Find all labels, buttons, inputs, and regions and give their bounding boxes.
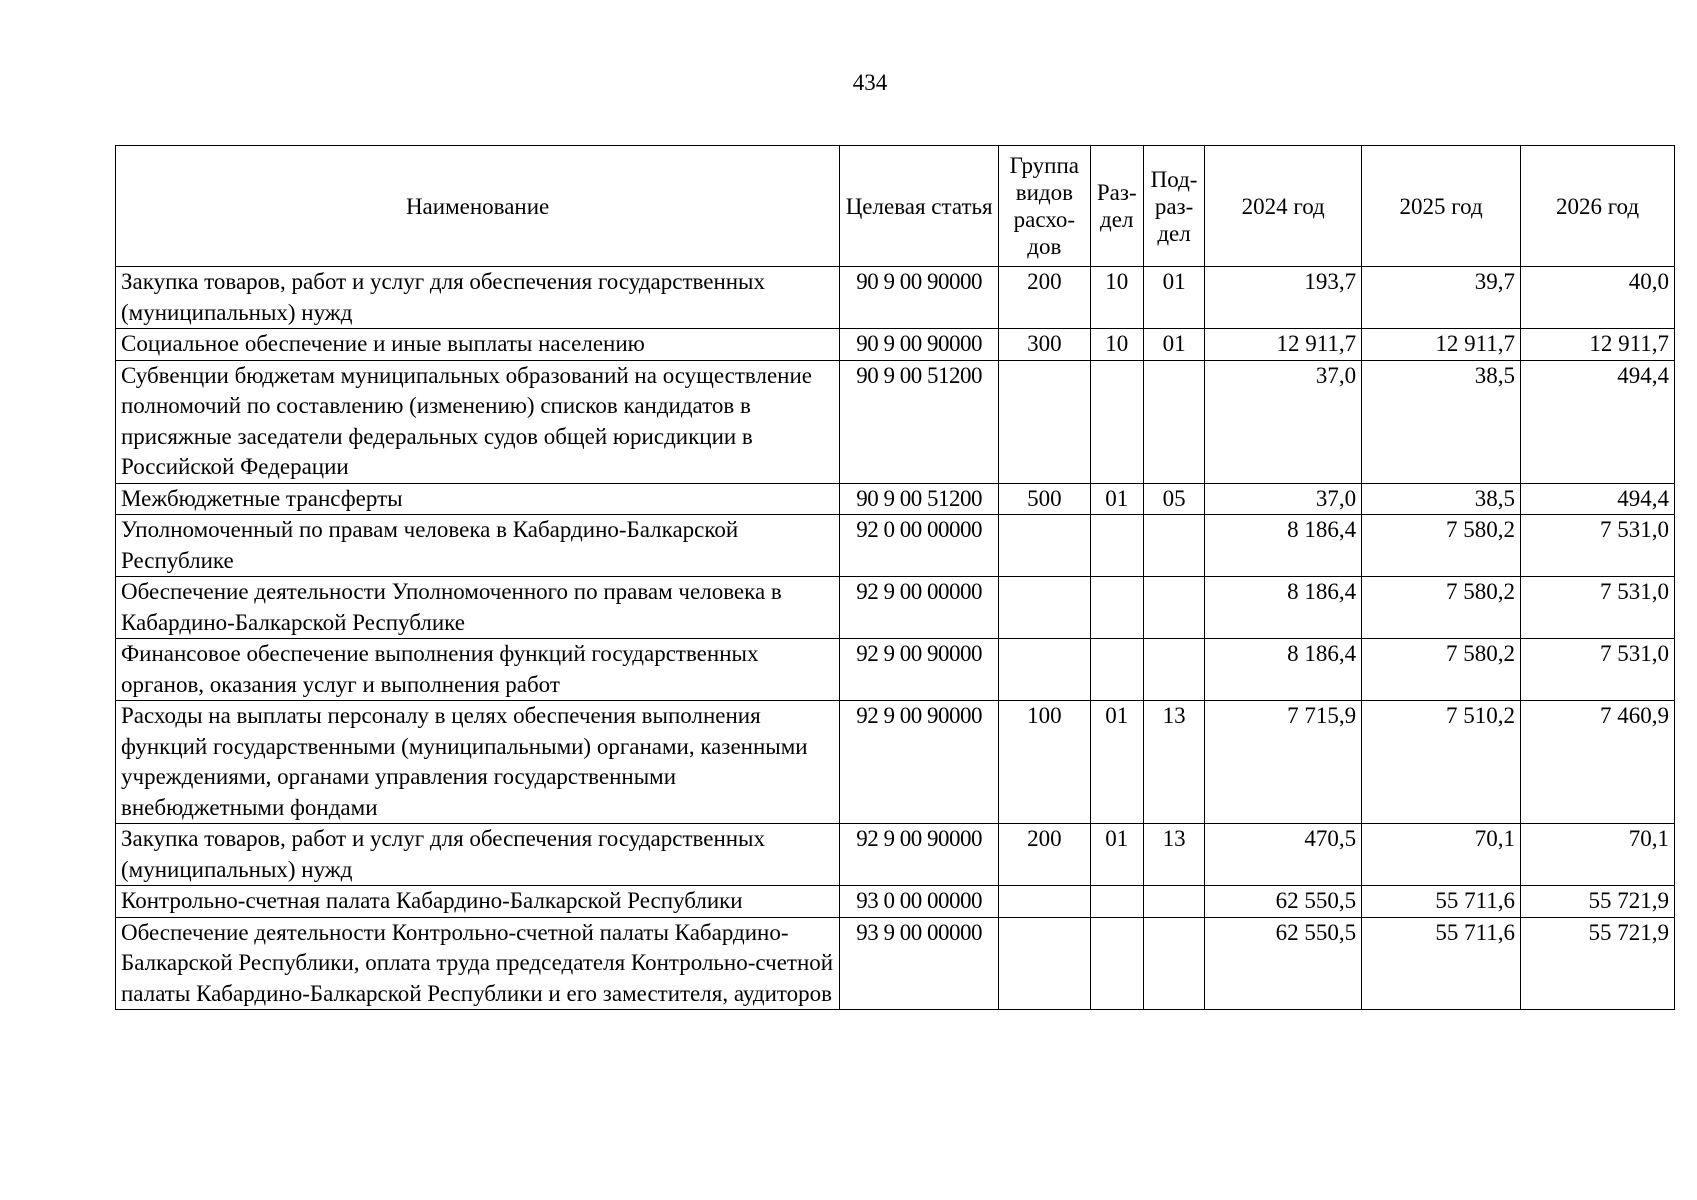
row-group: [999, 577, 1091, 639]
row-subsection: [1143, 577, 1204, 639]
row-2026: 494,4: [1521, 360, 1675, 483]
header-name: Наименование: [116, 146, 840, 267]
header-2026: 2026 год: [1521, 146, 1675, 267]
page-number: 434: [852, 70, 888, 95]
row-2024: 8 186,4: [1205, 577, 1362, 639]
row-name: Уполномоченный по правам человека в Кабардино-Балкарской Республике: [116, 515, 840, 577]
row-name: Обеспечение деятельности Уполномоченного по правам человека в Кабардино-Балкарской Республике: [116, 577, 840, 639]
row-code: 92 9 00 90000: [840, 639, 999, 701]
header-target: Целевая статья: [840, 146, 999, 267]
table-row: [116, 483, 1675, 515]
row-2025: 55 711,6: [1362, 886, 1521, 918]
row-2024: 470,5: [1205, 824, 1362, 886]
row-2024: 8 186,4: [1205, 639, 1362, 701]
header-group: Группа видов расхо-дов: [999, 146, 1091, 267]
row-2024: 7 715,9: [1205, 701, 1362, 824]
row-code: 92 9 00 00000: [840, 577, 999, 639]
header-2025: 2025 год: [1362, 146, 1521, 267]
row-2024: 12 911,7: [1205, 329, 1362, 361]
row-code: 92 0 00 00000: [840, 515, 999, 577]
row-2025: 39,7: [1362, 267, 1521, 329]
row-subsection: [1143, 639, 1204, 701]
row-2025: 38,5: [1362, 360, 1521, 483]
row-subsection: 01: [1143, 329, 1204, 361]
row-code: 90 9 00 90000: [840, 267, 999, 329]
row-2025: 12 911,7: [1362, 329, 1521, 361]
header-2024: 2024 год: [1205, 146, 1362, 267]
row-code: 93 9 00 00000: [840, 917, 999, 1010]
row-code: 92 9 00 90000: [840, 824, 999, 886]
table-row: [116, 824, 1675, 886]
row-2024: 62 550,5: [1205, 886, 1362, 918]
row-section: [1090, 886, 1143, 918]
row-2026: 7 531,0: [1521, 515, 1675, 577]
row-code: 90 9 00 51200: [840, 360, 999, 483]
table-row: [116, 917, 1675, 1010]
row-section: 01: [1090, 824, 1143, 886]
row-section: [1090, 360, 1143, 483]
row-2025: 7 580,2: [1362, 577, 1521, 639]
row-2024: 37,0: [1205, 360, 1362, 483]
row-group: 200: [999, 824, 1091, 886]
header-subsection: Под-раз-дел: [1143, 146, 1204, 267]
row-group: [999, 515, 1091, 577]
row-2024: 193,7: [1205, 267, 1362, 329]
row-section: 01: [1090, 483, 1143, 515]
row-2026: 7 460,9: [1521, 701, 1675, 824]
budget-table: [115, 145, 1675, 1010]
row-name: Контрольно-счетная палата Кабардино-Балкарской Республики: [116, 886, 840, 918]
table-row: [116, 267, 1675, 329]
row-section: 01: [1090, 701, 1143, 824]
row-2026: 40,0: [1521, 267, 1675, 329]
row-section: [1090, 639, 1143, 701]
row-section: [1090, 917, 1143, 1010]
row-subsection: [1143, 360, 1204, 483]
row-2025: 7 510,2: [1362, 701, 1521, 824]
row-name: Социальное обеспечение и иные выплаты населению: [116, 329, 840, 361]
row-2026: 55 721,9: [1521, 917, 1675, 1010]
row-name: Закупка товаров, работ и услуг для обеспечения государственных (муниципальных) нужд: [116, 267, 840, 329]
row-group: 500: [999, 483, 1091, 515]
row-2024: 62 550,5: [1205, 917, 1362, 1010]
row-name: Расходы на выплаты персоналу в целях обеспечения выполнения функций государственными (муниципальными) органами, казенными учреждениями, органами управления государственными внебюджетными фондами: [116, 701, 840, 824]
row-group: [999, 639, 1091, 701]
row-2026: 494,4: [1521, 483, 1675, 515]
row-code: 90 9 00 90000: [840, 329, 999, 361]
row-name: Финансовое обеспечение выполнения функций государственных органов, оказания услуг и выполнения работ: [116, 639, 840, 701]
row-group: [999, 360, 1091, 483]
row-code: 93 0 00 00000: [840, 886, 999, 918]
row-group: 200: [999, 267, 1091, 329]
row-subsection: [1143, 515, 1204, 577]
row-2026: 55 721,9: [1521, 886, 1675, 918]
row-group: 100: [999, 701, 1091, 824]
row-name: Субвенции бюджетам муниципальных образований на осуществление полномочий по составлению (изменению) списков кандидатов в присяжные заседатели федеральных судов общей юрисдикции в Российской Федерации: [116, 360, 840, 483]
table-row: [116, 701, 1675, 824]
row-2025: 7 580,2: [1362, 515, 1521, 577]
row-2024: 8 186,4: [1205, 515, 1362, 577]
row-subsection: 01: [1143, 267, 1204, 329]
row-2026: 7 531,0: [1521, 639, 1675, 701]
row-2025: 70,1: [1362, 824, 1521, 886]
row-name: Межбюджетные трансферты: [116, 483, 840, 515]
row-section: [1090, 515, 1143, 577]
row-subsection: 13: [1143, 824, 1204, 886]
row-group: 300: [999, 329, 1091, 361]
row-2025: 38,5: [1362, 483, 1521, 515]
row-subsection: 05: [1143, 483, 1204, 515]
table-row: [116, 329, 1675, 361]
row-group: [999, 886, 1091, 918]
row-subsection: [1143, 886, 1204, 918]
table-row: [116, 886, 1675, 918]
row-2025: 55 711,6: [1362, 917, 1521, 1010]
row-section: 10: [1090, 329, 1143, 361]
table-row: [116, 577, 1675, 639]
row-section: [1090, 577, 1143, 639]
row-2024: 37,0: [1205, 483, 1362, 515]
row-2026: 70,1: [1521, 824, 1675, 886]
row-section: 10: [1090, 267, 1143, 329]
row-2026: 12 911,7: [1521, 329, 1675, 361]
row-group: [999, 917, 1091, 1010]
header-row: [116, 146, 1675, 267]
table-row: [116, 515, 1675, 577]
header-section: Раз-дел: [1090, 146, 1143, 267]
row-name: Обеспечение деятельности Контрольно-счетной палаты Кабардино-Балкарской Республики, оплата труда председателя Контрольно-счетной палаты Кабардино-Балкарской Республики и его заместителя, аудиторов: [116, 917, 840, 1010]
table-row: [116, 639, 1675, 701]
table-row: [116, 360, 1675, 483]
row-subsection: 13: [1143, 701, 1204, 824]
row-2026: 7 531,0: [1521, 577, 1675, 639]
row-subsection: [1143, 917, 1204, 1010]
row-2025: 7 580,2: [1362, 639, 1521, 701]
row-name: Закупка товаров, работ и услуг для обеспечения государственных (муниципальных) нужд: [116, 824, 840, 886]
row-code: 90 9 00 51200: [840, 483, 999, 515]
row-code: 92 9 00 90000: [840, 701, 999, 824]
